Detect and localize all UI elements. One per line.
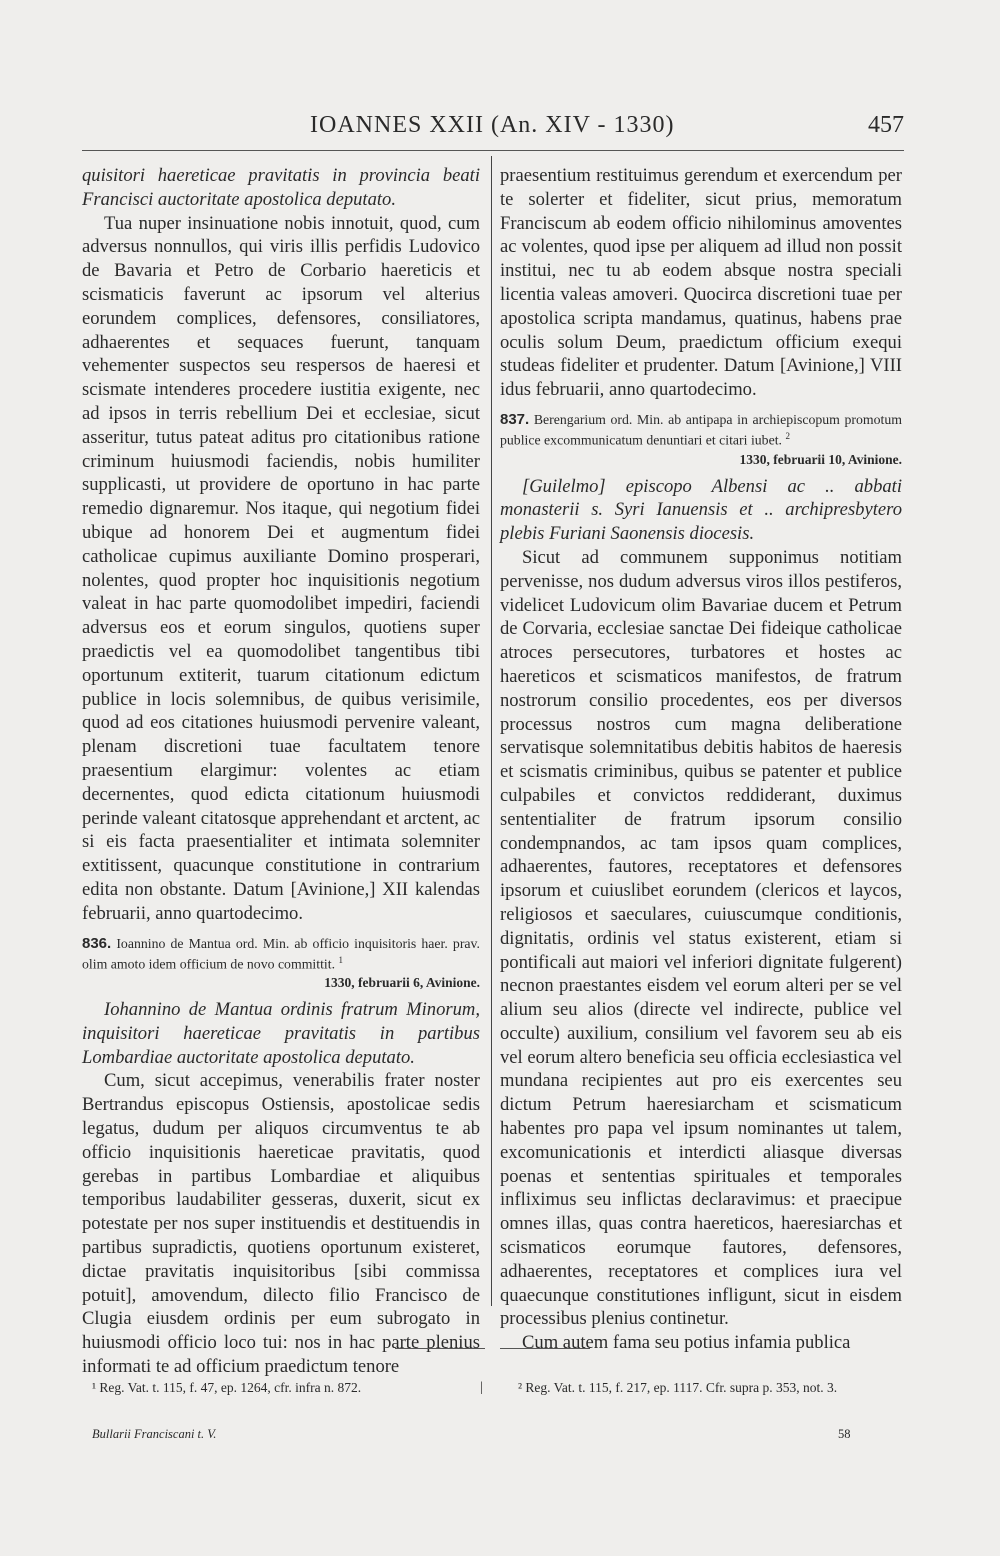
footnote-rule-right <box>500 1348 590 1349</box>
entry-837-body-continued: Cum autem fama seu potius infamia publica <box>522 1332 851 1354</box>
entry-836-summary: Ioannino de Mantua ord. Min. ab officio inquisitoris haer. prav. olim amoto idem officium de novo committit. <box>82 935 480 972</box>
entry-837-summary: Berengarium ord. Min. ab antipapa in archiepiscopum promotum publice excommunicatum denuntiari et citari iubet. <box>500 411 903 448</box>
entry-835-body: Tua nuper insinuatione nobis innotuit, quod, cum adversus nonnullos, qui viris illis perfidis Ludovico de Bavaria et Petro de Corbario haereticis et scismaticis faverunt ac ipsorum vel alterius eorundem complices, defensores, consiliatores, adhaerentes et sequaces fuerunt, tanquam vehementer suspectos seu respersos de haeresi et scismate intenderes procedere iustitia exigente, nec ad ipsos in terris rebellium Dei et ecclesiae, sicut asseritur, tutus pateat aditus pro citationibus ratione criminum huiusmodi faciendis, nobis humiliter supplicasti, ut providere de oportuno in hac parte remedio dignaremur. Nos itaque, qui negotium fidei ubique ad honorem Dei et augmentum fidei catholicae cupimus auxiliante Domino prosperari, nolentes, quod propter hoc inquisitionis negotium valeat in hac parte quomodolibet impediri, faciendi adversus eos et eorum singulos, quotiens super praedictis vel ea quomodolibet tangentibus tibi oportunum extiterit, tuarum citationum edictum publice in locis solemnibus, de quibus verisimile, quod ad eos citationes huiusmodi pervenire valeant, plenam discretioni tuae facultatem tenore praesentium elargimur: volentes ac etiam decernentes, quod edicta citationum huiusmodi perinde valeant citatosque apprehendant et arctent, ac si eis facta praesentialiter et intimata solemniter extitissent, quacunque constitutione in contrarium edita non obstante. Datum [Avinione,] XII kalendas februarii, anno quartodecimo. <box>82 212 481 924</box>
entry-836-heading <box>82 936 480 973</box>
page-number: 457 <box>868 112 904 138</box>
entry-836-body: Cum, sicut accepimus, venerabilis frater noster Bertrandus episcopus Ostiensis, apostolicae sedis legatus, dudum per aliquos circumventus te ab officio inquisitionis haereticae pravitatis, quod gerebas in partibus Lombardiae et aliquibus temporibus laudabiliter gesseras, duxerit, sicut ex potestate per nos super instituendis et destituendis in partibus supradictis, quotiens oportunum existeret, dictae pravitatis inquisitoribus [sibi commissa potuit], amovendum, dilecto filio Francisco de Clugia eiusdem ordinis per eum subrogato in huiusmodi officio loco tui: nos in hac parte plenius informati te ad officium praedictum tenore <box>82 1070 480 1378</box>
entry-837-heading <box>500 412 902 449</box>
entry-835-address-tail: quisitori haereticae pravitatis in provincia beati Francisci auctoritate apostolica deputato. <box>82 165 480 210</box>
printer-signature: Bullarii Franciscani t. V. <box>92 1427 217 1441</box>
page-header <box>82 112 904 148</box>
entry-837-body: Sicut ad communem supponimus notitiam pervenisse, nos dudum adversus viros illos pestiferos, videlicet Ludovicum olim Bavariae ducem et Petrum de Corvaria, ecclesiae sanctae Dei fideique catholicae atroces persecutores, turbatores et hostes ac haereticos et scismaticos manifestos, de fratrum nostrorum consilio procedentes, eos per diversos processus nostros cum magna deliberatione servatisque solemnitatibus debitis habitos de haeresis et scismatis criminibus, quibus se patenter et publice culpabiles et convictos reddiderant, duximus sententialiter de fratrum ipsorum consilio condempnandos, ac tam ipsos quam complices, adhaerentes, fautores, receptatores et defensores ipsorum et cuiuslibet eorundem (clericos et laycos, religiosos et saeculares, cuiuscumque conditionis, dignitatis, ordinis vel status existerent, etiam si pontificali aut maiori vel inferiori dignitate fulgerent) necnon praestantes eisdem vel eorum alteri per se vel alium seu alios (directe vel indirecte, publice vel occulte) auxilium, consilium vel favorem seu ab eis vel eorum altero beneficia seu officia ecclesiastica vel mundana recipientes aut pro eis exercentes seu dictum Petrum haeresiarcham et scismaticum habentes pro papa vel ipsum nominantes ut talem, excomunicationis et interdicti aliasque diversas poenas et sententias spirituales et temporales infliximus seu inflictas declaravimus: et praecipue omnes illas, quas contra haereticos, haeresiarchas et scismaticos eorumque fautores, defensores, adhaerentes, receptatores et complices iura vel quaecunque constitutiones infligunt, sicut in eisdem processibus plenius continetur. <box>500 546 902 1330</box>
entry-836-date: 1330, februarii 6, Avinione. <box>324 975 480 991</box>
entry-836-address: Iohannino de Mantua ordinis fratrum Minorum, inquisitori haereticae pravitatis in partibus Lombardiae auctoritate apostolica deputato. <box>82 999 480 1068</box>
entry-836-body-continued: praesentium restituimus gerendum et exercendum per te solerter et fideliter, sicut prius, memoratum Franciscum ab eodem officio nihilominus amoventes ac volentes, quod ipse per aliquem ad illud non possit institui, nec tu ab eodem absque nostra speciali licentia valeas amoveri. Quocirca discretioni tuae per apostolica scripta mandamus, quatinus, habens prae oculis solum Deum, praedictum officium exequi studeas fideliter et prudenter. Datum [Avinione,] VIII idus februarii, anno quartodecimo. <box>500 165 902 401</box>
footnote-rule-left <box>395 1348 485 1349</box>
column-divider <box>491 156 492 1306</box>
entry-837-date: 1330, februarii 10, Avinione. <box>739 451 902 467</box>
footnote-2: ² Reg. Vat. t. 115, f. 217, ep. 1117. Cfr. supra p. 353, not. 3. <box>518 1380 838 1395</box>
footnote-1: ¹ Reg. Vat. t. 115, f. 47, ep. 1264, cfr. infra n. 872. <box>92 1380 362 1395</box>
footnote-separator: | <box>480 1380 483 1395</box>
entry-837-number: 837. <box>500 410 530 428</box>
running-title: IOANNES XXII (An. XIV - 1330) <box>310 112 675 138</box>
footnote-ref-2: 2 <box>785 430 790 441</box>
footnote-ref-1: 1 <box>338 954 343 965</box>
entry-837-address: [Guilelmo] episcopo Albensi ac .. abbati monasterii s. Syri Ianuensis et .. archipresbytero plebis Furiani Saonensis diocesis. <box>500 475 902 545</box>
header-rule <box>82 150 904 151</box>
left-column <box>82 164 480 1379</box>
entry-836-number: 836. <box>82 934 112 952</box>
right-column <box>500 164 902 1355</box>
sheet-number: 58 <box>838 1427 851 1441</box>
